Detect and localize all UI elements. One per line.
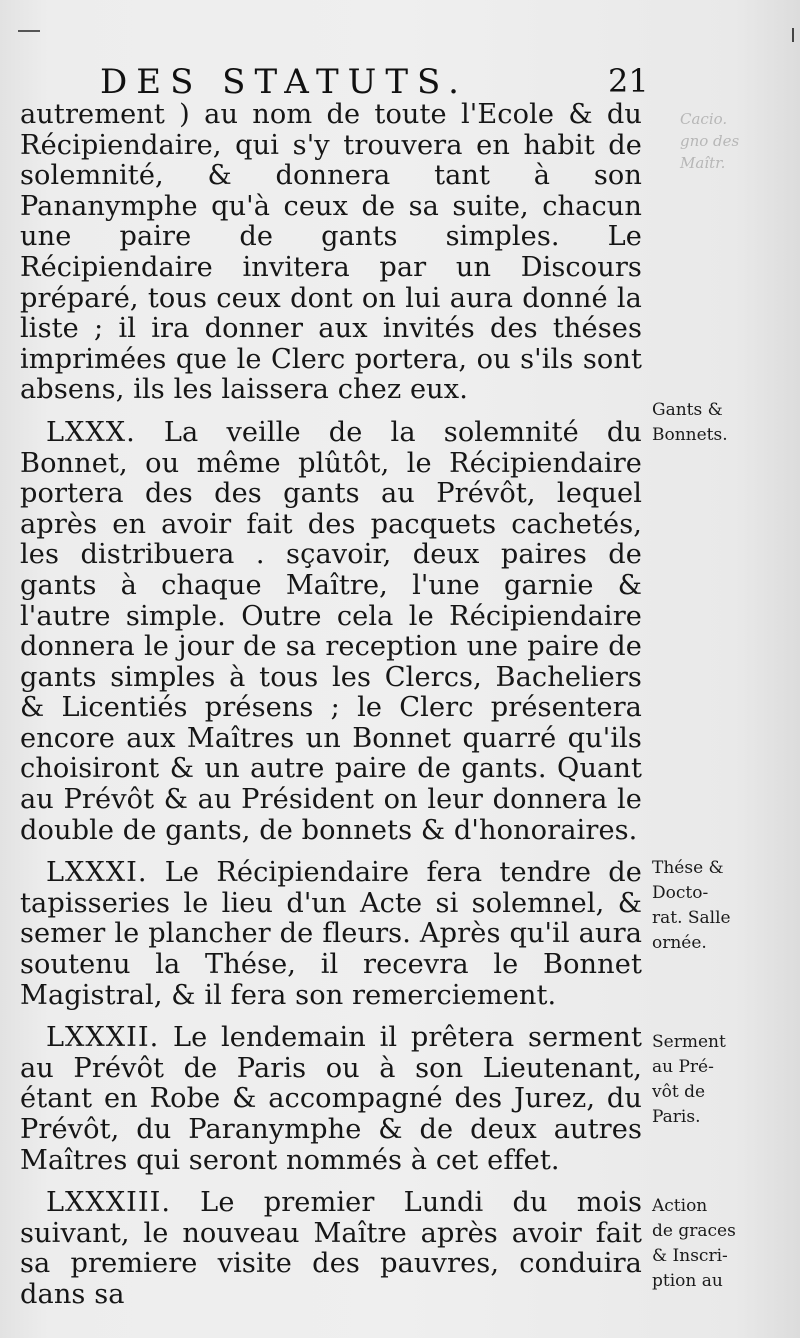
article-number: LXXXI. (46, 857, 148, 889)
margin-note-line: & Inscri- (652, 1246, 728, 1266)
bleed-through-line: Maîtr. (680, 154, 726, 172)
body-text (20, 100, 642, 1311)
margin-note-these (652, 856, 798, 956)
article-text: Le Récipiendaire fera tendre de tapisseries le lieu d'un Acte si solemnel, & semer le plancher de fleurs. Après qu'il aura soutenu la Thése, il recevra le Bonnet Magistral, & il fera son remerciement. (20, 857, 642, 1011)
margin-note-gants (652, 398, 798, 448)
margin-note-line: rat. Salle (652, 908, 731, 928)
paragraph-continuation (20, 100, 642, 406)
margin-note-line: de graces (652, 1221, 736, 1241)
article-lxxxii (20, 1023, 642, 1176)
bleed-through-line: Cacio. (680, 110, 728, 128)
page-edge-mark-right (786, 28, 794, 42)
article-number: LXXXII. (46, 1022, 160, 1054)
margin-note-line: Thése & (652, 858, 724, 878)
article-text: Le premier Lundi du mois suivant, le nouveau Maître après avoir fait sa premiere visite des pauvres, conduira dans sa (20, 1187, 642, 1310)
page-edge-mark (18, 30, 40, 32)
article-lxxxi (20, 858, 642, 1011)
margin-note-line: Gants & (652, 400, 723, 420)
margin-note-line: ption au (652, 1271, 723, 1291)
margin-note-line: au Pré- (652, 1057, 714, 1077)
margin-note-line: vôt de (652, 1082, 706, 1102)
running-title: DES STATUTS. (100, 62, 468, 102)
margin-note-serment (652, 1030, 798, 1130)
bleed-through-text (680, 108, 790, 174)
page-number: 21 (608, 62, 649, 100)
margin-note-line: ornée. (652, 933, 707, 953)
margin-note-line: Paris. (652, 1107, 701, 1127)
article-lxxxiii (20, 1188, 642, 1310)
article-text: Le lendemain il prêtera serment au Prévôt de Paris ou à son Lieutenant, étant en Robe & accompagné des Jurez, du Prévôt, du Paranymphe & de deux autres Maîtres qui seront nommés à cet effet. (20, 1022, 642, 1176)
article-text: La veille de la solemnité du Bonnet, ou même plûtôt, le Récipiendaire portera des des gants au Prévôt, lequel après en avoir fait des pacquets cachetés, les distribuera . sçavoir, deux paires de gants à chaque Maître, l'une garnie & l'autre simple. Outre cela le Récipiendaire donnera le jour de sa reception une paire de gants simples à tous les Clercs, Bacheliers & Licentiés présens ; le Clerc présentera encore aux Maîtres un Bonnet quarré qu'ils choisiront & un autre paire de gants. Quant au Prévôt & au Président on leur donnera le double de gants, de bonnets & d'honoraires. (20, 416, 642, 846)
bleed-through-line: gno des (680, 132, 740, 150)
article-number: LXXXIII. (46, 1187, 171, 1219)
margin-note-action (652, 1194, 798, 1294)
article-lxxx (20, 418, 642, 846)
margin-note-line: Bonnets. (652, 425, 728, 445)
article-number: LXXX. (46, 416, 136, 448)
margin-note-line: Action (652, 1196, 708, 1216)
margin-note-line: Serment (652, 1032, 726, 1052)
paragraph-text: autrement ) au nom de toute l'Ecole & du Récipiendaire, qui s'y trouvera en habit de solemnité, & donnera tant à son Pananymphe qu'à ceux de sa suite, chacun une paire de gants simples. Le Récipiendaire invitera par un Discours préparé, tous ceux dont on lui aura donné la liste ; il ira donner aux invités des théses imprimées que le Clerc portera, ou s'ils sont absens, ils les laissera chez eux. (20, 99, 642, 406)
margin-note-line: Docto- (652, 883, 709, 903)
